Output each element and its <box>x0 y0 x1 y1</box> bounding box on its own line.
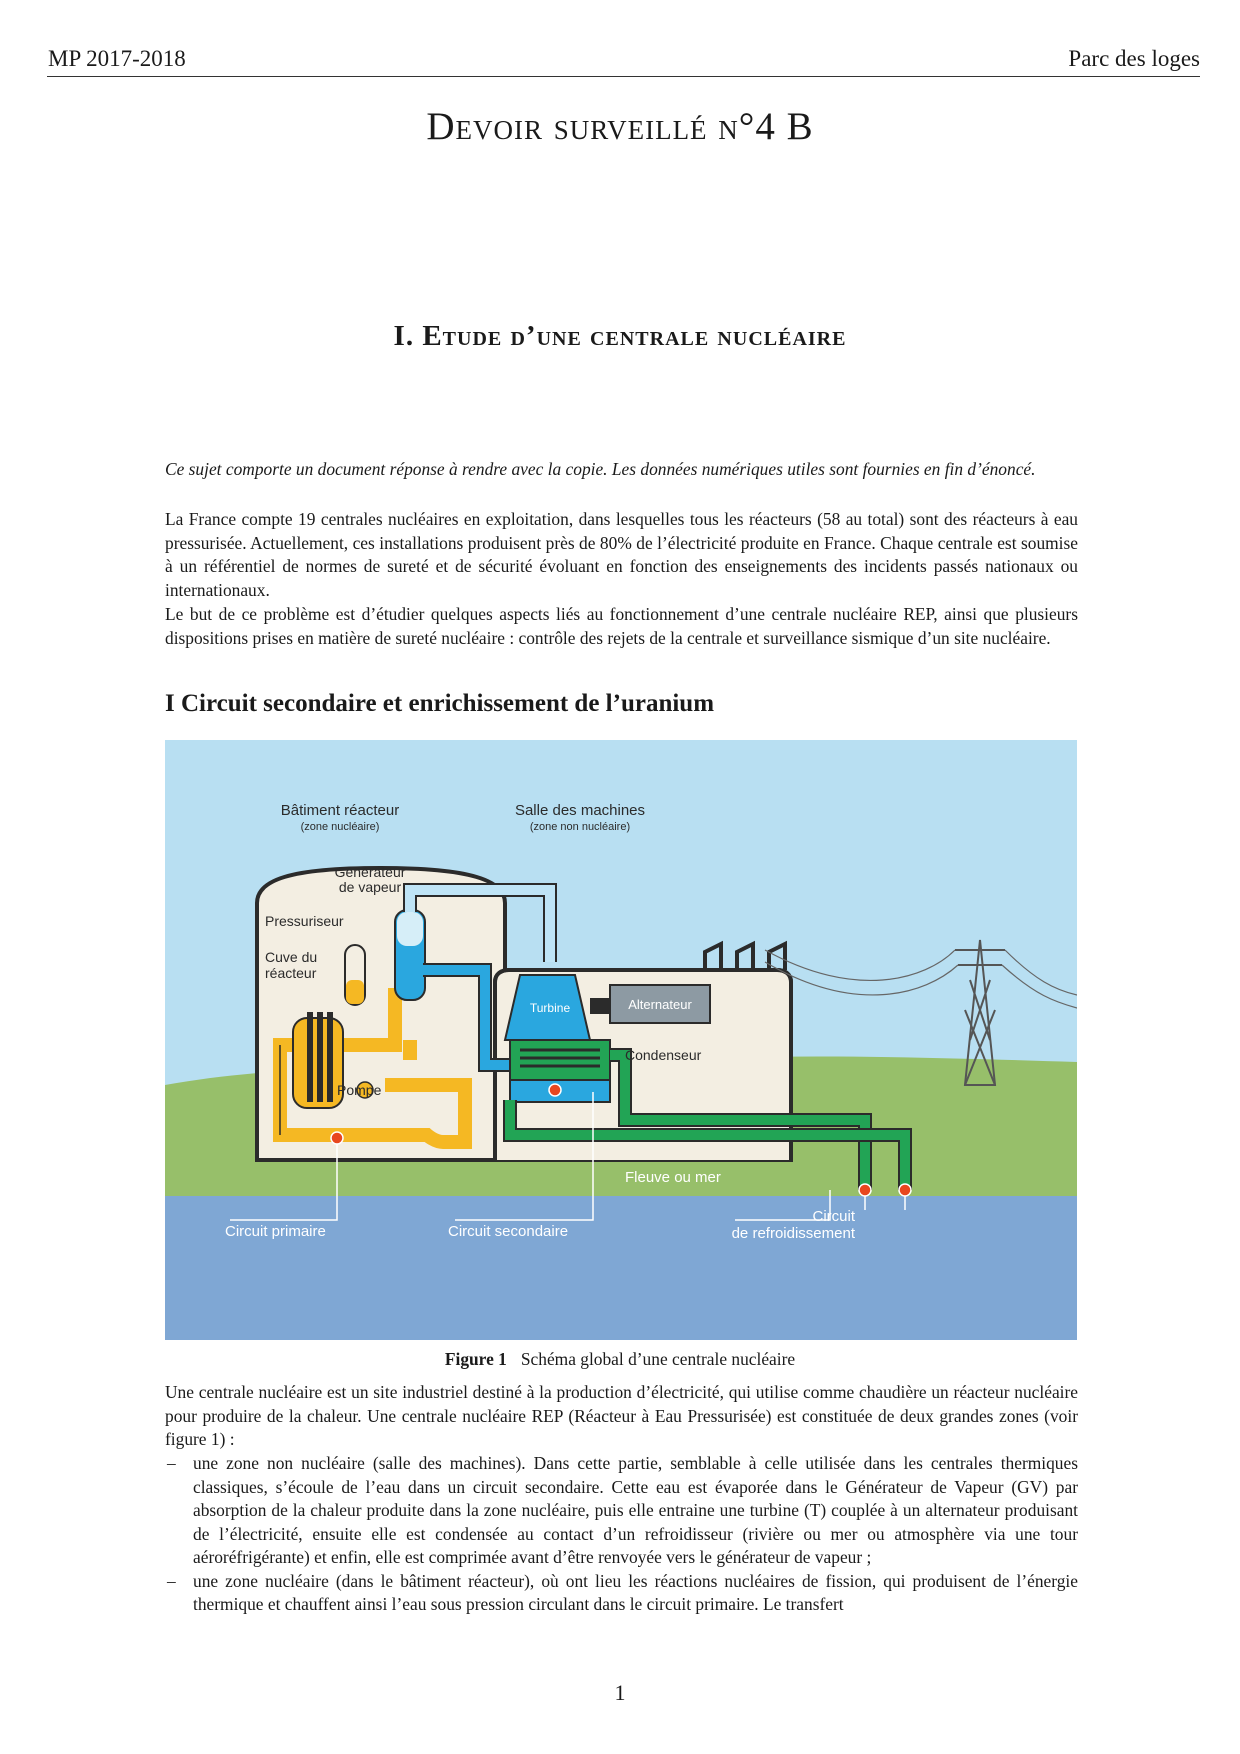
figure-caption-text: Schéma global d’une centrale nucléaire <box>520 1349 796 1369</box>
page-title: Devoir surveillé n°4 B <box>426 105 814 148</box>
label-batiment: Bâtiment réacteur <box>280 802 400 819</box>
page-number: 1 <box>614 1680 626 1705</box>
list-item <box>165 1452 1078 1570</box>
intro-italic: Ce sujet comporte un document réponse à rendre avec la copie. Les données numériques utiles sont fournies en fin d’énoncé. <box>165 459 1036 479</box>
paragraph-1: La France compte 19 centrales nucléaires en exploitation, dans lesquelles tous les réacteurs (58 au total) sont des réacteurs à eau pressurisée. Actuellement, ces installations produisent près de 80% de l’électricité produite en France. Chaque centrale est soumise à un référentiel de normes de sureté et de sécurité évoluant en fonction des enseignements des incidents passés nationaux ou internationaux. <box>165 509 1078 600</box>
river <box>165 1196 1077 1340</box>
label-condenseur: Condenseur <box>625 1047 702 1063</box>
label-circuit-refroid-2: de refroidissement <box>731 1225 855 1242</box>
section-title: I Circuit secondaire et enrichissement de l’uranium <box>165 690 715 717</box>
condenser <box>510 1040 610 1084</box>
list-item-text: une zone non nucléaire (salle des machines). Dans cette partie, semblable à celle utilisée dans les centrales thermiques classiques, s’écoule de l’eau dans un circuit secondaire. Cette eau est évaporée dans le Générateur de Vapeur (GV) par absorption de la chaleur produite dans la zone nucléaire, puis elle entraine une turbine (T) couplée à un alternateur produisant de l’électricité, ensuite elle est condensée au contact d’un refroidisseur (rivière ou mer ou atmosphère via une tour aéroréfrigérante) et enfin, elle est comprimée avant d’être renvoyée vers le générateur de vapeur ; <box>193 1453 1078 1567</box>
label-turbine: Turbine <box>529 1001 571 1015</box>
label-circuit-refroid-1: Circuit <box>812 1208 855 1225</box>
header-rule <box>47 76 1200 77</box>
paragraph-3: Une centrale nucléaire est un site industriel destiné à la production d’électricité, qui utilise comme chaudière un réacteur nucléaire pour produire de la chaleur. Une centrale nucléaire REP (Réacteur à Eau Pressurisée) est constituée de deux grandes zones (voir figure 1) : <box>165 1382 1078 1449</box>
label-circuit-primaire: Circuit primaire <box>225 1223 326 1240</box>
label-cuve-2: réacteur <box>265 965 317 981</box>
figure-caption <box>0 1349 1240 1370</box>
label-cuve-1: Cuve du <box>265 949 318 965</box>
label-batiment-sub: (zone nucléaire) <box>300 821 380 833</box>
marker-cooling-1 <box>859 1184 871 1196</box>
list-item <box>165 1570 1078 1617</box>
part-title: I. Etude d’une centrale nucléaire <box>393 320 847 352</box>
marker-cooling-2 <box>899 1184 911 1196</box>
label-circuit-secondaire: Circuit secondaire <box>448 1223 569 1240</box>
zones-list <box>165 1452 1078 1617</box>
marker-secondary <box>549 1084 561 1096</box>
label-generateur-1: Générateur <box>334 864 406 880</box>
label-fleuve: Fleuve ou mer <box>625 1169 721 1186</box>
marker-primary <box>331 1132 343 1144</box>
list-item-text: une zone nucléaire (dans le bâtiment réacteur), où ont lieu les réactions nucléaires de fission, qui produisent de l’énergie thermique et chauffent ainsi l’eau sous pression circulant dans le circuit primaire. Le transfert <box>193 1570 1078 1614</box>
figure-caption-label: Figure 1 <box>444 1349 507 1369</box>
paragraph-2: Le but de ce problème est d’étudier quelques aspects liés au fonctionnement d’une centrale nucléaire REP, ainsi que plusieurs dispositions prises en matière de sureté nucléaire : contrôle des rejets de la centrale et surveillance sismique d’un site nucléaire. <box>165 604 1078 648</box>
label-pressuriseur: Pressuriseur <box>265 913 344 929</box>
list-marker: – <box>167 1453 176 1473</box>
label-salle: Salle des machines <box>514 802 646 819</box>
header-right: Parc des loges <box>1068 46 1200 71</box>
label-pompe: Pompe <box>337 1082 382 1098</box>
header-left: MP 2017-2018 <box>48 46 186 71</box>
label-alternateur: Alternateur <box>628 997 692 1012</box>
list-marker: – <box>167 1570 176 1591</box>
label-salle-sub: (zone non nucléaire) <box>529 821 631 833</box>
power-plant-figure <box>165 740 1077 1340</box>
label-generateur-2: de vapeur <box>338 879 402 895</box>
